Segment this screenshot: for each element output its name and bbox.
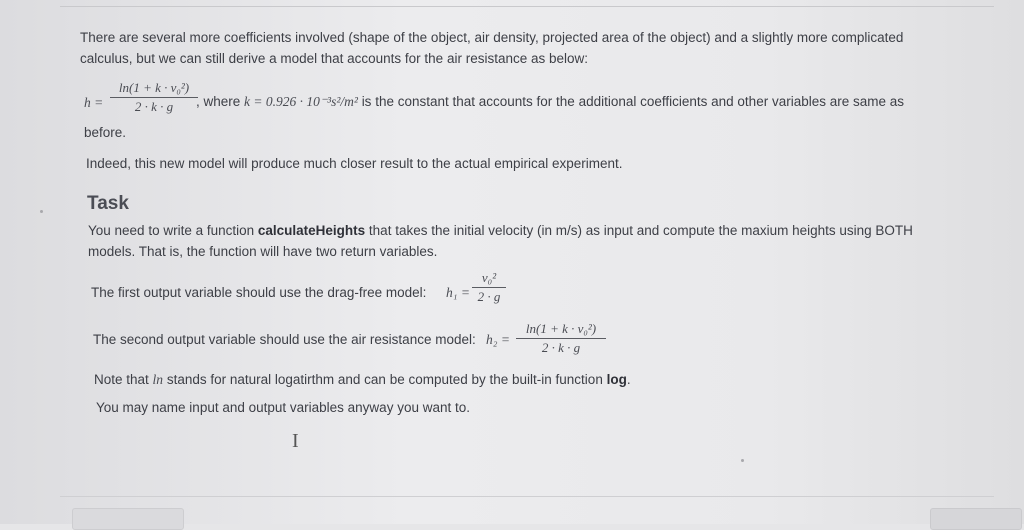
h1-lhs: h₁ = [446, 285, 470, 300]
fraction-bar [110, 97, 198, 98]
task-heading: Task [87, 193, 129, 214]
air-resistance-fraction [110, 80, 198, 115]
h1-numerator: v₀² [481, 270, 497, 285]
h2-fraction [516, 321, 606, 356]
formula-where-line [196, 92, 904, 112]
note-line [94, 370, 631, 390]
function-name: calculateHeights [257, 223, 366, 238]
drag-free-fraction [472, 270, 506, 305]
h1-fraction-bar [472, 287, 506, 288]
fraction-numerator: ln(1 + k · v₀²) [118, 80, 190, 95]
h2-numerator: ln(1 + k · v₀²) [525, 321, 597, 336]
before-text: before. [84, 125, 127, 140]
h1-denominator: 2 · g [477, 289, 501, 304]
h2-lhs: h₂ = [486, 332, 510, 347]
note-a: Note that [94, 372, 153, 387]
task-line-1-b: that takes the initial velocity (in m/s) as input and compute the maxium heights using BOTH [365, 223, 913, 238]
task-line-1-a: You need to write a function [88, 223, 258, 238]
intro-line-1: There are several more coefficients involved (shape of the object, air density, projected area of the object) and a slightly more complicated [80, 30, 904, 45]
name-vars-text: You may name input and output variables anyway you want to. [96, 400, 470, 415]
text-cursor-icon: I [292, 430, 299, 452]
second-output-text: The second output variable should use the air resistance model: [93, 332, 476, 347]
bottom-divider [60, 496, 994, 497]
formula-tail: is the constant that accounts for the additional coefficients and other variables are same as [361, 94, 905, 109]
note-c: . [626, 372, 631, 387]
fraction-denominator: 2 · k · g [134, 99, 174, 114]
intro-line-2: calculus, but we can still derive a model that accounts for the air resistance as below: [80, 51, 589, 66]
h2-fraction-bar [516, 338, 606, 339]
speck [741, 459, 744, 462]
top-divider [60, 6, 994, 7]
task-line-1 [88, 221, 913, 241]
first-output-text: The first output variable should use the drag-free model: [91, 285, 427, 300]
bottom-right-button[interactable] [930, 508, 1022, 530]
task-line-2: models. That is, the function will have two return variables. [88, 244, 438, 259]
note-ln: ln [152, 372, 164, 387]
indeed-text: Indeed, this new model will produce much closer result to the actual empirical experiment. [86, 156, 623, 171]
h2-denominator: 2 · k · g [541, 340, 581, 355]
formula-after: , where [196, 94, 241, 109]
k-definition: k = 0.926 · 10⁻³s²/m² [244, 94, 358, 109]
bottom-left-button[interactable] [72, 508, 184, 530]
note-b: stands for natural logatirthm and can be computed by the built-in function [163, 372, 607, 387]
speck [40, 210, 43, 213]
formula-lhs: h = [84, 95, 104, 110]
note-log: log [606, 372, 627, 387]
